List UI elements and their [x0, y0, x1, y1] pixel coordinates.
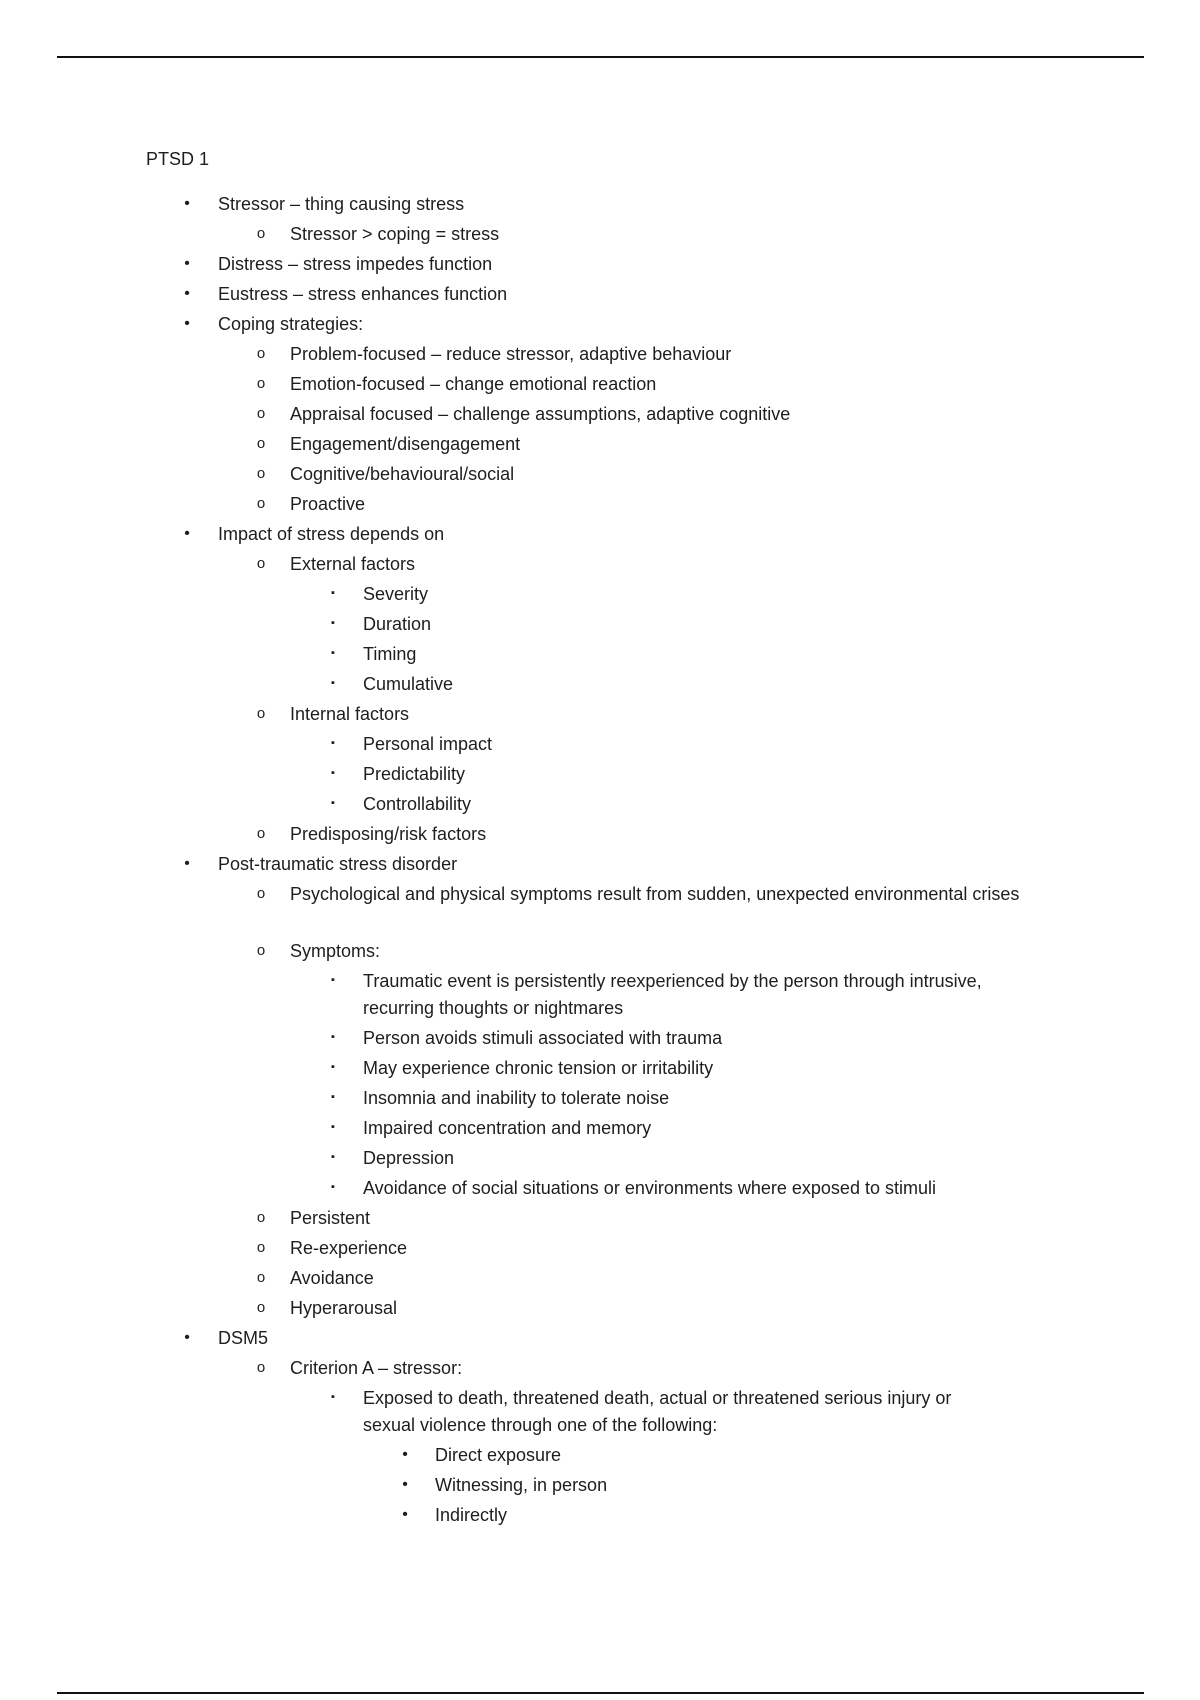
square-bullet-icon: ▪	[331, 767, 335, 779]
list-item-text: Person avoids stimuli associated with trauma	[363, 1028, 723, 1048]
list-item-text: Impaired concentration and memory	[363, 1118, 652, 1138]
list-item-text: Proactive	[290, 494, 366, 514]
list-item-text: Problem-focused – reduce stressor, adaptive behaviour	[290, 344, 732, 364]
list-item	[0, 1025, 1200, 1055]
square-bullet-icon: ▪	[331, 797, 335, 809]
list-item	[0, 731, 1200, 761]
list-item	[0, 491, 1200, 521]
notes-outline	[0, 191, 1200, 1532]
circle-bullet-icon: o	[256, 1299, 266, 1316]
list-item-text: Traumatic event is persistently reexperienced by the person through intrusive, recurring thoughts or nightmares	[363, 971, 982, 1018]
list-item	[0, 1175, 1200, 1205]
list-item	[0, 311, 1200, 341]
list-item-text: Engagement/disengagement	[290, 434, 521, 454]
list-item-text: Exposed to death, threatened death, actual or threatened serious injury or sexual violence through one of the following:	[363, 1388, 952, 1435]
list-item-text: Re-experience	[290, 1238, 408, 1258]
list-item	[0, 1385, 1200, 1442]
footer-rule	[57, 1692, 1144, 1694]
list-item-text: Symptoms:	[290, 941, 381, 961]
circle-bullet-icon: o	[256, 1209, 266, 1226]
square-bullet-icon: ▪	[331, 1391, 335, 1403]
list-item-text: Predisposing/risk factors	[290, 824, 487, 844]
page-title: PTSD 1	[146, 149, 210, 169]
square-bullet-icon: ▪	[331, 617, 335, 629]
circle-bullet-icon: o	[256, 1359, 266, 1376]
disc-bullet-icon: •	[184, 255, 190, 272]
list-item	[0, 821, 1200, 851]
header-rule	[57, 56, 1144, 58]
list-item-text: Internal factors	[290, 704, 410, 724]
list-item-text: Severity	[363, 584, 429, 604]
list-item	[0, 1442, 1200, 1472]
list-item-text: Witnessing, in person	[435, 1475, 608, 1495]
list-item	[0, 551, 1200, 581]
disc-bullet-icon: •	[184, 195, 190, 212]
list-item	[0, 371, 1200, 401]
list-item-text: Controllability	[363, 794, 472, 814]
list-item-text: Avoidance of social situations or environments where exposed to stimuli	[363, 1178, 936, 1198]
list-item-text: Cognitive/behavioural/social	[290, 464, 515, 484]
square-bullet-icon: ▪	[331, 1181, 335, 1193]
square-bullet-icon: ▪	[331, 1091, 335, 1103]
list-item	[0, 221, 1200, 251]
list-item	[0, 641, 1200, 671]
list-item-text: Personal impact	[363, 734, 493, 754]
circle-bullet-icon: o	[256, 942, 266, 959]
square-bullet-icon: ▪	[331, 1031, 335, 1043]
list-item	[0, 191, 1200, 221]
list-item	[0, 938, 1200, 968]
disc-bullet-icon: •	[184, 285, 190, 302]
list-item-text: Timing	[363, 644, 417, 664]
disc-bullet-icon: •	[184, 1329, 190, 1346]
circle-bullet-icon: o	[256, 495, 266, 512]
list-item	[0, 611, 1200, 641]
list-item-text: Impact of stress depends on	[218, 524, 445, 544]
circle-bullet-icon: o	[256, 375, 266, 392]
list-item-text: Appraisal focused – challenge assumptions, adaptive cognitive	[290, 404, 791, 424]
list-item-text: Direct exposure	[435, 1445, 562, 1465]
circle-bullet-icon: o	[256, 405, 266, 422]
square-bullet-icon: ▪	[331, 974, 335, 986]
list-item	[0, 1115, 1200, 1145]
list-item	[0, 281, 1200, 311]
circle-bullet-icon: o	[256, 885, 266, 902]
list-item	[0, 581, 1200, 611]
list-item	[0, 1205, 1200, 1235]
list-item	[0, 401, 1200, 431]
disc-bullet-icon: •	[184, 315, 190, 332]
list-item	[0, 1502, 1200, 1532]
list-item	[0, 1472, 1200, 1502]
square-bullet-icon: ▪	[331, 647, 335, 659]
list-item-text: Indirectly	[435, 1505, 508, 1525]
circle-bullet-icon: o	[256, 465, 266, 482]
square-bullet-icon: ▪	[331, 1061, 335, 1073]
list-item-text: Cumulative	[363, 674, 454, 694]
list-item	[0, 851, 1200, 881]
list-item-text: Duration	[363, 614, 432, 634]
circle-bullet-icon: o	[256, 825, 266, 842]
disc-bullet-icon: •	[402, 1446, 408, 1463]
list-item-text: Coping strategies:	[218, 314, 364, 334]
list-item	[0, 1235, 1200, 1265]
disc-bullet-icon: •	[402, 1506, 408, 1523]
circle-bullet-icon: o	[256, 345, 266, 362]
list-item	[0, 881, 1200, 938]
list-item	[0, 1355, 1200, 1385]
circle-bullet-icon: o	[256, 555, 266, 572]
list-item-text: Hyperarousal	[290, 1298, 398, 1318]
circle-bullet-icon: o	[256, 1239, 266, 1256]
list-item	[0, 1085, 1200, 1115]
list-item-text: Insomnia and inability to tolerate noise	[363, 1088, 670, 1108]
list-item-text: Distress – stress impedes function	[218, 254, 493, 274]
list-item	[0, 701, 1200, 731]
list-item-text: May experience chronic tension or irritability	[363, 1058, 714, 1078]
square-bullet-icon: ▪	[331, 737, 335, 749]
square-bullet-icon: ▪	[331, 677, 335, 689]
list-item	[0, 521, 1200, 551]
list-item-text: Psychological and physical symptoms result from sudden, unexpected environmental crises	[290, 884, 1020, 904]
list-item	[0, 431, 1200, 461]
list-item-text: Depression	[363, 1148, 455, 1168]
list-item	[0, 761, 1200, 791]
list-item	[0, 1145, 1200, 1175]
circle-bullet-icon: o	[256, 1269, 266, 1286]
disc-bullet-icon: •	[402, 1476, 408, 1493]
list-item	[0, 968, 1200, 1025]
list-item	[0, 341, 1200, 371]
circle-bullet-icon: o	[256, 225, 266, 242]
list-item-text: DSM5	[218, 1328, 269, 1348]
list-item-text: Persistent	[290, 1208, 371, 1228]
disc-bullet-icon: •	[184, 525, 190, 542]
list-item	[0, 1325, 1200, 1355]
list-item	[0, 1055, 1200, 1085]
list-item	[0, 461, 1200, 491]
list-item-text: Stressor – thing causing stress	[218, 194, 465, 214]
disc-bullet-icon: •	[184, 855, 190, 872]
list-item	[0, 1265, 1200, 1295]
list-item	[0, 671, 1200, 701]
square-bullet-icon: ▪	[331, 1121, 335, 1133]
list-item	[0, 251, 1200, 281]
list-item	[0, 1295, 1200, 1325]
list-item-text: Avoidance	[290, 1268, 374, 1288]
list-item-text: Eustress – stress enhances function	[218, 284, 508, 304]
list-item	[0, 791, 1200, 821]
list-item-text: Post-traumatic stress disorder	[218, 854, 458, 874]
list-item-text: Stressor > coping = stress	[290, 224, 500, 244]
circle-bullet-icon: o	[256, 705, 266, 722]
list-item-text: Criterion A – stressor:	[290, 1358, 463, 1378]
square-bullet-icon: ▪	[331, 587, 335, 599]
list-item-text: External factors	[290, 554, 416, 574]
list-item-text: Emotion-focused – change emotional reaction	[290, 374, 657, 394]
circle-bullet-icon: o	[256, 435, 266, 452]
list-item-text: Predictability	[363, 764, 466, 784]
square-bullet-icon: ▪	[331, 1151, 335, 1163]
